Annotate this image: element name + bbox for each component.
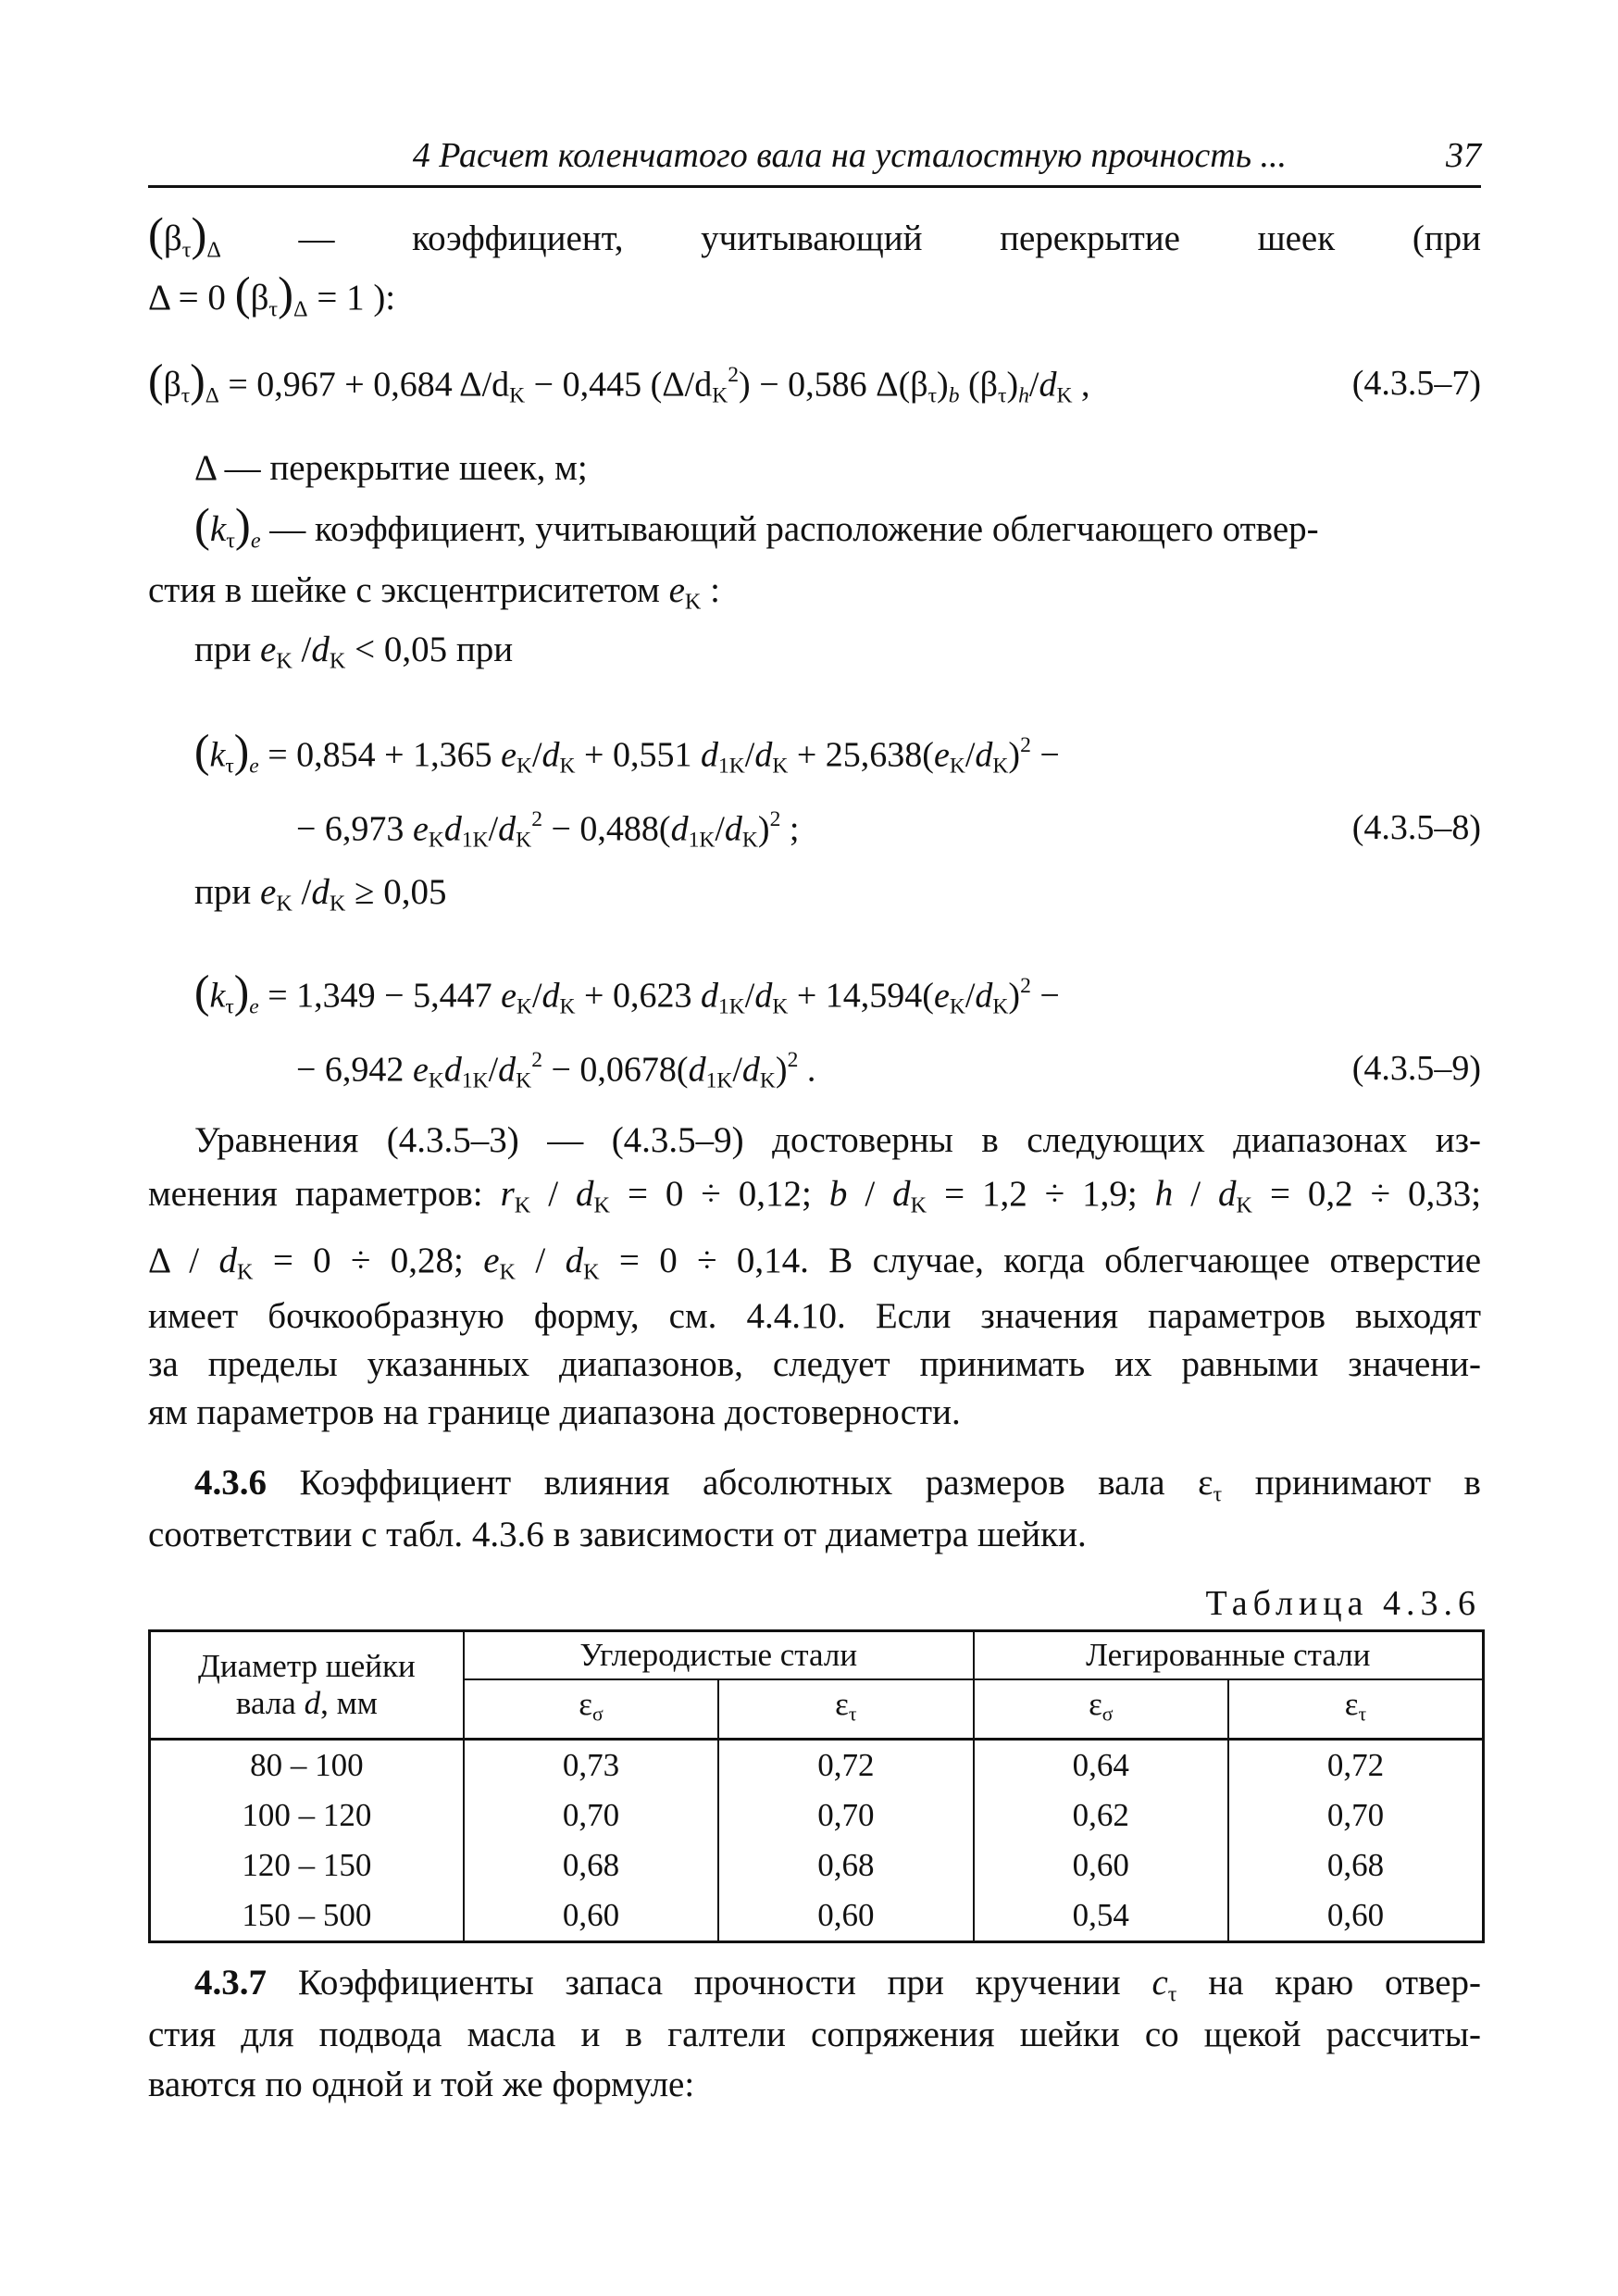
ranges-paragraph-line2: менения параметров: $r_K / d_K = 0 \div 0,12$; $b / d_K = 1,2 \div 1,9$; $h / d_K = 0,2 \div 0,33$; bbox=[148, 1174, 1482, 1218]
ranges-paragraph-line5: за пределы указанных диапазонов, следует принимать их равными значени- bbox=[148, 1344, 1481, 1384]
col-group-carbon-steel: Углеродистые стали bbox=[464, 1631, 974, 1680]
table-cell: 0,72 bbox=[718, 1739, 973, 1791]
table-cell: 0,70 bbox=[1228, 1791, 1483, 1841]
equation-4-3-5-7: $(\beta_\tau)_\Delta = 0,967 + 0,684$ $\Delta/d_K - 0,445$ $(\Delta/d_K^2) - 0,586$ $\Delta(\beta_\tau)_b$ $(\beta_\tau)_h/d_K$ , (4.3.5–7) bbox=[148, 355, 1481, 408]
col-header-eps-tau: $\varepsilon_\tau$ bbox=[1228, 1679, 1483, 1739]
ranges-paragraph-line1: Уравнения (4.3.5–3) — (4.3.5–9) достоверны в следующих диапазонах из- bbox=[194, 1120, 1481, 1160]
section-number: 4.3.7 bbox=[194, 1963, 267, 2003]
table-cell: 0,70 bbox=[464, 1791, 718, 1841]
table-cell: 0,70 bbox=[718, 1791, 973, 1841]
table-cell: 0,60 bbox=[974, 1841, 1228, 1890]
table-cell: 0,68 bbox=[1228, 1841, 1483, 1890]
section-4-3-7-line2: стия для подвода масла и в галтели сопряжения шейки со щекой рассчиты- bbox=[148, 2015, 1481, 2054]
table-cell: 0,68 bbox=[718, 1841, 973, 1890]
size-factor-table bbox=[148, 1629, 1485, 1943]
equation-4-3-5-8-line1: $(k_\tau)_e = 0,854 + 1,365$ $e_K/d_K + 0,551$ $d_{1K}/d_K + 25,638(e_K/d_K)^2$ − bbox=[194, 725, 1060, 779]
table-cell: 0,68 bbox=[464, 1841, 718, 1890]
table-cell: 0,62 bbox=[974, 1791, 1228, 1841]
equation-number: (4.3.5–7) bbox=[1351, 364, 1481, 403]
definition-delta: Δ — перекрытие шеек, м; bbox=[194, 448, 588, 488]
col-group-alloy-steel: Легированные стали bbox=[974, 1631, 1484, 1680]
table-row bbox=[150, 1791, 1484, 1841]
table-cell: 0,73 bbox=[464, 1739, 718, 1791]
col-header-diameter: Диаметр шейки вала d, мм bbox=[150, 1631, 464, 1740]
running-header bbox=[148, 130, 1481, 188]
table-cell: 0,72 bbox=[1228, 1739, 1483, 1791]
table-cell: 0,60 bbox=[718, 1890, 973, 1942]
section-4-3-7-line1: 4.3.7 Коэффициенты запаса прочности при кручении $c_\tau$ на краю отвер- bbox=[194, 1963, 1482, 2007]
table-cell: 0,60 bbox=[464, 1890, 718, 1942]
table-row bbox=[150, 1890, 1484, 1942]
table-cell: 80 – 100 bbox=[150, 1739, 464, 1791]
equation-number: (4.3.5–9) bbox=[1351, 1049, 1481, 1088]
equation-number: (4.3.5–8) bbox=[1351, 808, 1481, 847]
col-header-eps-tau: $\varepsilon_\tau$ bbox=[718, 1679, 973, 1739]
condition-1: при $e_K$ $/d_K < 0,05$ при bbox=[194, 630, 514, 674]
definition-beta-delta: $(\beta_\tau)_\Delta$ — коэффициент, учитывающий перекрытие шеек (при bbox=[148, 208, 1482, 263]
equation-4-3-5-9-line2: − 6,942 $e_Kd_{1K}/d_K^2 - 0,0678(d_{1K}/d_K)^2$ . (4.3.5–9) bbox=[296, 1048, 1481, 1093]
section-4-3-7-line3: ваются по одной и той же формуле: bbox=[148, 2065, 695, 2104]
ranges-paragraph-line6: ям параметров на границе диапазона достоверности. bbox=[148, 1392, 961, 1432]
table-cell: 100 – 120 bbox=[150, 1791, 464, 1841]
col-header-eps-sigma: $\varepsilon_\sigma$ bbox=[464, 1679, 718, 1739]
table-row bbox=[150, 1841, 1484, 1890]
table-cell: 0,60 bbox=[1228, 1890, 1483, 1942]
table-row bbox=[150, 1739, 1484, 1791]
table-cell: 150 – 500 bbox=[150, 1890, 464, 1942]
definition-k-tau-e-cont: стия в шейке с эксцентриситетом $e_K$ : bbox=[148, 570, 720, 615]
table-cell: 0,64 bbox=[974, 1739, 1228, 1791]
ranges-paragraph-line3: $\Delta / d_K = 0 \div 0,28$; $e_K / d_K = 0 \div 0,14$. В случае, когда облегчающее отверстие bbox=[148, 1241, 1482, 1285]
section-number: 4.3.6 bbox=[194, 1463, 267, 1503]
ranges-paragraph-line4: имеет бочкообразную форму, см. 4.4.10. Если значения параметров выходят bbox=[148, 1296, 1481, 1336]
table-cell: 0,54 bbox=[974, 1890, 1228, 1942]
definition-beta-delta-cont: Δ = 0 $(\beta_\tau)_\Delta = 1$ ): bbox=[148, 268, 396, 322]
definition-k-tau-e: $(k_\tau)_e$ — коэффициент, учитывающий расположение облегчающего отвер- bbox=[194, 499, 1319, 554]
col-header-eps-sigma: $\varepsilon_\sigma$ bbox=[974, 1679, 1228, 1739]
section-4-3-6-line2: соответствии с табл. 4.3.6 в зависимости от диаметра шейки. bbox=[148, 1515, 1087, 1554]
equation-4-3-5-8-line2: − 6,973 $e_Kd_{1K}/d_K^2 - 0,488(d_{1K}/d_K)^2$ ; (4.3.5–8) bbox=[296, 807, 1481, 853]
table-caption: Таблица 4.3.6 bbox=[1205, 1584, 1481, 1623]
page-number: 37 bbox=[1446, 136, 1481, 175]
header-title: 4 Расчет коленчатого вала на усталостную прочность ... bbox=[412, 136, 1287, 175]
table-cell: 120 – 150 bbox=[150, 1841, 464, 1890]
condition-2: при $e_K$ $/d_K \ge 0,05$ bbox=[194, 872, 447, 917]
equation-4-3-5-9-line1: $(k_\tau)_e = 1,349 - 5,447$ $e_K/d_K + 0,623$ $d_{1K}/d_K + 14,594(e_K/d_K)^2$ − bbox=[194, 966, 1060, 1019]
section-4-3-6-line1: 4.3.6 Коэффициент влияния абсолютных размеров вала $\varepsilon_\tau$ принимают в bbox=[194, 1463, 1481, 1507]
